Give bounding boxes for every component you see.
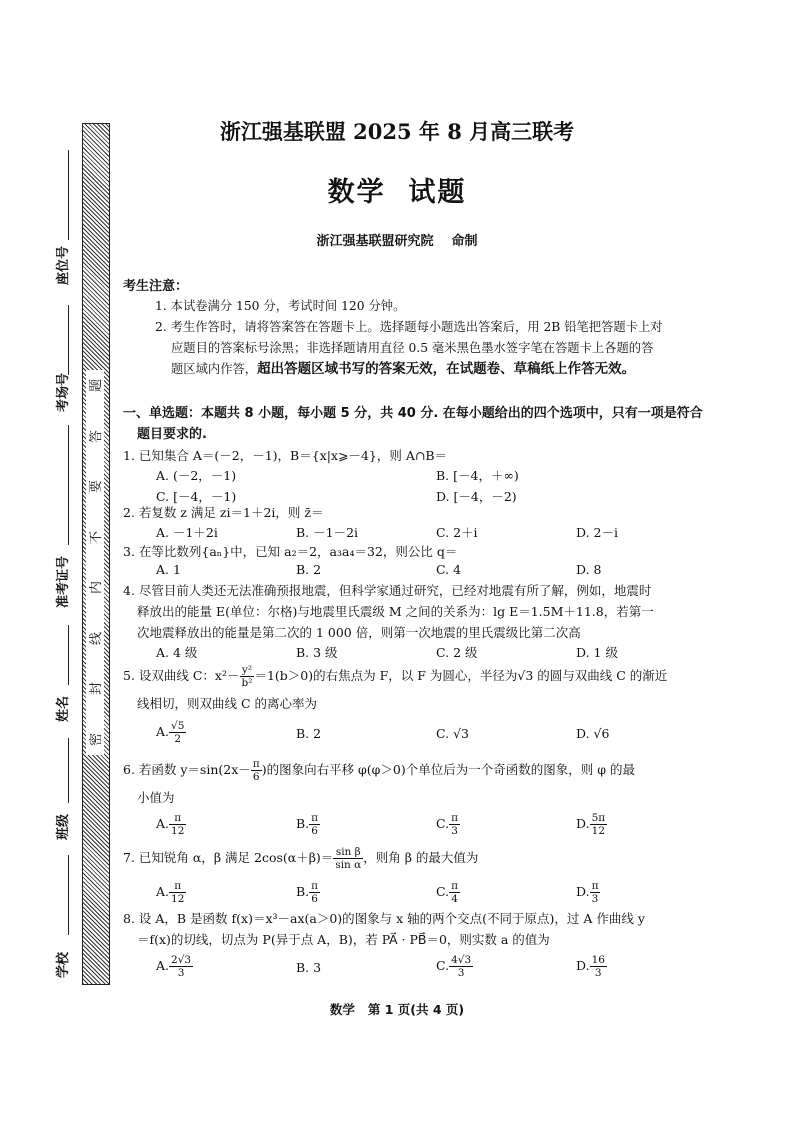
option-c [436,880,576,905]
q6-text-a: 6. 若函数 y＝sin(2x－ [123,762,251,777]
frac-den: 4 [451,893,458,905]
question-1-stem: 1. 已知集合 A＝(－2，－1)，B＝{x|x⩾－4}，则 A∩B＝ [123,448,448,463]
option-d [576,954,716,979]
option-c: C. 2＋i [436,525,478,540]
section-line-1: 一、单选题：本题共 8 小题，每小题 5 分，共 40 分. 在每小题给出的四个选项中，只有一项是符合 [123,406,703,421]
seat-label: 座位号 [56,245,71,285]
option-a [156,880,296,905]
q6-line-1 [123,758,719,783]
option-prefix: D. [576,958,590,973]
option-a: A. 4 级 [156,645,198,660]
frac-num: π [451,880,458,892]
q7-frac-num: sin β [333,846,363,859]
frac-num: π [591,880,599,892]
q5-frac-den: b² [241,677,253,689]
frac-num: √5 [171,720,185,732]
option-fraction [309,880,320,905]
option-a [156,812,296,837]
class-line [68,738,69,803]
question-5-stem [123,664,719,714]
frac-num: π [451,812,458,824]
frac-den: 6 [311,893,318,905]
exam-title: 浙江强基联盟 2025 年 8 月高三联考 [219,119,575,144]
option-prefix: A. [156,884,170,899]
seal-char: 题 [89,378,105,393]
question-4-stem [123,580,719,643]
question-5-options [156,720,716,745]
option-d [576,880,716,905]
frac-num: π [311,880,319,892]
frac-den: 12 [171,893,185,905]
option-d [576,812,716,837]
class-label: 班级 [56,813,71,840]
question-4-options [156,643,716,661]
q5-frac-num: y² [240,664,255,677]
option-prefix: B. [296,884,310,899]
option-a-fraction [169,720,186,745]
option-c [436,954,576,979]
section-heading [123,403,719,445]
option-c: C. √3 [436,726,469,741]
option-prefix: B. [296,816,310,831]
q4-line-1: 4. 尽管目前人类还无法准确预报地震，但科学家通过研究，已经对地震有所了解，例如，地震时 [123,583,652,598]
question-7-stem [123,846,719,871]
frac-num: π [311,812,319,824]
subject-title: 数学 试题 [327,177,467,208]
q7-fraction [333,846,363,871]
maker-line: 浙江强基联盟研究院 命制 [316,234,478,249]
frac-den: 3 [594,967,602,979]
option-fraction [309,812,320,837]
q5-text-b: ＝1(b＞0)的右焦点为 F，以 F 为圆心，半径为√3 的圆与双曲线 C 的渐近 [254,668,668,683]
ticket-line [68,425,69,545]
question-8-stem [123,908,719,950]
option-prefix: C. [436,816,450,831]
option-prefix: A. [156,958,170,973]
frac-num: π [169,812,186,825]
option-d: D. 8 [576,562,602,577]
option-a [156,954,296,979]
option-a: A. －1＋2i [156,525,218,540]
option-fraction [590,880,601,905]
seal-char: 要 [89,480,105,494]
option-prefix: D. [576,884,590,899]
question-6-stem [123,758,719,808]
frac-den: 6 [311,825,318,837]
option-c: C. 4 [436,562,462,577]
frac-num: 4√3 [451,954,472,966]
option-b: B. [－4，＋∞) [436,468,519,483]
name-label: 姓名 [56,695,71,722]
option-fraction [449,880,460,905]
q6-line-2: 小值为 [137,790,175,805]
option-b: B. 2 [296,726,322,741]
option-a-prefix: A. [156,724,170,739]
notice-heading: 考生注意： [123,279,189,294]
option-prefix: C. [436,884,450,899]
q5-line-1 [123,664,719,689]
q4-line-3: 次地震释放出的能量是第二次的 1 000 倍，则第一次地震的里氏震级比第二次高 [137,625,581,640]
question-8-options [156,954,716,979]
q5-text-a: 5. 设双曲线 C：x²－ [123,668,240,683]
q6-text-b: )的图象向右平移 φ(φ＞0)个单位后为一个奇函数的图象，则 φ 的最 [261,762,635,777]
notice-item-2b: 应题目的答案标号涂黑；非选择题请用直径 0.5 毫米黑色墨水签字笔在答题卡上各题的答 [171,341,654,355]
option-prefix: D. [576,816,590,831]
seal-char: 不 [89,530,105,544]
option-fraction [449,954,473,979]
notice-item-1: 1. 本试卷满分 150 分，考试时间 120 分钟。 [155,299,406,313]
option-prefix: B. [296,960,310,975]
frac-num: π [169,880,186,893]
room-label: 考场号 [56,372,71,412]
ticket-label: 准考证号 [56,555,71,608]
option-b: B. 2 [296,562,322,577]
option-b [296,880,436,905]
notice-body [155,296,715,380]
question-2-stem: 2. 若复数 z 满足 zi＝1＋2i，则 z̄＝ [123,505,324,520]
frac-den: 3 [591,893,599,905]
option-b [296,954,436,979]
notice-item-2a: 2. 考生作答时，请将答案答在答题卡上。选择题每小题选出答案后，用 2B 铅笔把答题卡上对 [155,320,663,334]
option-d: D. 2－i [576,525,618,540]
q6-frac-den: 6 [252,771,260,783]
room-line [68,305,69,375]
option-b [296,812,436,837]
seal-char: 封 [89,682,105,696]
seal-notice [86,370,104,755]
frac-num: 2√3 [171,954,192,966]
page-footer: 数学 第 1 页(共 4 页) [329,1002,465,1017]
seal-char: 内 [89,581,105,595]
q8-line-2: ＝f(x)的切线，切点为 P(异于点 A，B)，若 PA⃗ · PB⃗＝0，则实数 a 的值为 [137,932,550,947]
frac-den: 3 [177,967,185,979]
q7-line-1 [123,846,719,871]
option-prefix: A. [156,816,170,831]
option-fraction [169,954,193,979]
q7-text-a: 7. 已知锐角 α，β 满足 2cos(α＋β)＝ [123,850,334,865]
option-c [436,812,576,837]
option-d: D. √6 [576,726,610,741]
option-d: D. 1 级 [576,645,618,660]
frac-num: 5π [591,812,606,824]
notice-item-2c-text: 题区域内作答， [171,362,258,376]
option-value: 3 [313,960,322,975]
option-c: C. 2 级 [436,645,478,660]
seal-char: 线 [89,631,105,645]
q7-frac-den: sin α [335,859,362,871]
notice-item-2c [155,359,715,380]
option-fraction [590,954,607,979]
q7-text-b: ，则角 β 的最大值为 [363,850,479,865]
option-b: B. －1－2i [296,525,359,540]
option-d: D. [－4，－2) [436,489,517,504]
question-3-options [156,562,716,577]
frac-den: 2 [174,733,182,745]
option-a: A. 1 [156,562,181,577]
q8-line-1: 8. 设 A，B 是函数 f(x)＝x³－ax(a＞0)的图象与 x 轴的两个交点(不同于原点)，过 A 作曲线 y [123,911,645,926]
q6-fraction [251,758,262,783]
option-fraction [590,812,608,837]
q4-line-2: 释放出的能量 E(单位：尔格)与地震里氏震级 M 之间的关系为：lg E＝1.5M＋11.8，若第一 [137,604,654,619]
frac-den: 12 [171,825,185,837]
school-label: 学校 [56,951,71,978]
question-1-options-row1 [156,466,716,484]
q6-frac-num: π [252,758,260,770]
section-line-2: 题目要求的. [137,427,207,442]
q5-line-2: 线相切，则双曲线 C 的离心率为 [137,696,318,711]
seal-char: 密 [89,732,105,746]
frac-den: 3 [451,825,458,837]
option-prefix: C. [436,958,450,973]
option-fraction [169,880,186,905]
seal-char: 答 [89,429,105,443]
question-2-options [156,523,716,541]
option-fraction [169,812,186,837]
option-a [156,720,296,745]
option-c: C. [－4，－1) [156,489,237,504]
school-line [68,855,69,935]
frac-den: 12 [591,825,606,837]
frac-num: 16 [591,954,605,966]
option-b: B. 3 级 [296,645,338,660]
q5-fraction [240,664,255,689]
frac-den: 3 [457,967,465,979]
question-6-options [156,812,716,837]
question-7-options [156,880,716,905]
name-line [68,625,69,685]
notice-emphasis: 超出答题区域书写的答案无效，在试题卷、草稿纸上作答无效。 [257,361,636,377]
option-a: A. (－2，－1) [156,468,237,483]
question-3-stem: 3. 在等比数列{aₙ}中，已知 a₂＝2，a₃a₄＝32，则公比 q＝ [123,544,458,559]
option-fraction [449,812,460,837]
